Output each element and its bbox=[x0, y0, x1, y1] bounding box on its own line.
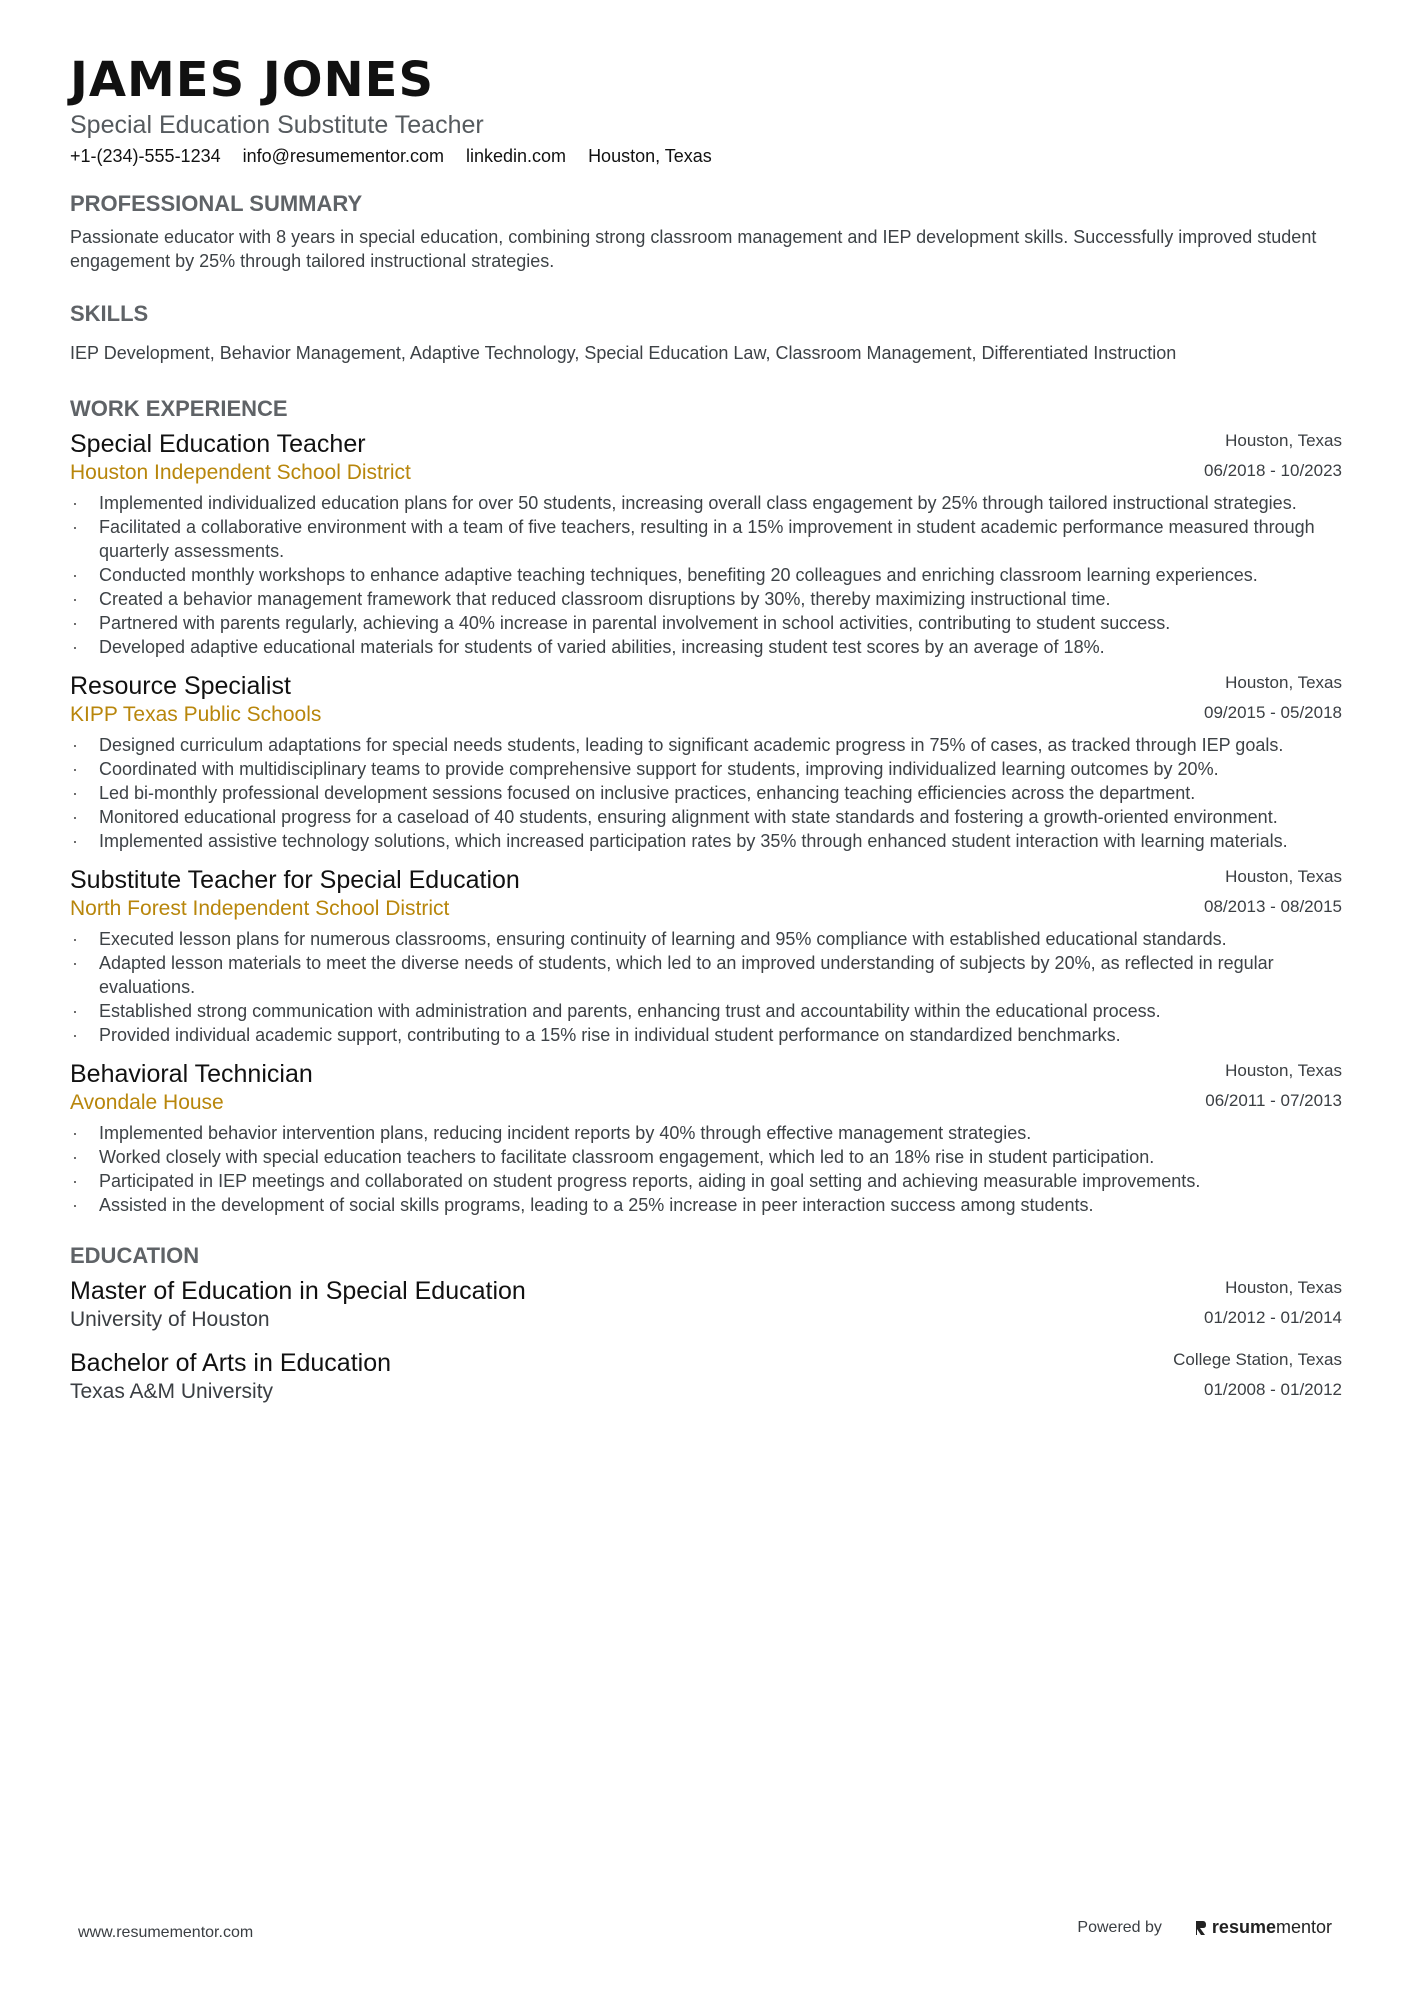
job-bullet: · Participated in IEP meetings and collaborated on student progress reports, aiding in goal setting and achieving measurable improvements. bbox=[70, 1169, 1342, 1193]
job-location: Houston, Texas bbox=[1225, 431, 1342, 450]
job-organization: Avondale House bbox=[70, 1091, 224, 1114]
contact-line bbox=[70, 144, 1342, 168]
job-title: Substitute Teacher for Special Education bbox=[70, 866, 520, 894]
job-bullet: · Implemented individualized education plans for over 50 students, increasing overall class engagement by 25% through tailored instructional strategies. bbox=[70, 491, 1342, 515]
skills-heading: SKILLS bbox=[70, 301, 149, 326]
job-entry bbox=[70, 429, 1342, 659]
job-dates: 06/2018 - 10/2023 bbox=[1203, 461, 1342, 480]
job-bullet: · Executed lesson plans for numerous classrooms, ensuring continuity of learning and 95% compliance with established educational standards. bbox=[70, 927, 1342, 951]
education-location: Houston, Texas bbox=[1225, 1278, 1342, 1297]
experience-section bbox=[70, 395, 1342, 1217]
education-dates: 01/2012 - 01/2014 bbox=[1203, 1308, 1342, 1327]
job-bullet: · Implemented assistive technology solutions, which increased participation rates by 35% through enhanced student interaction with learning materials. bbox=[70, 829, 1342, 853]
job-bullet: · Provided individual academic support, contributing to a 15% rise in individual student performance on standardized benchmarks. bbox=[70, 1023, 1342, 1047]
job-bullet: · Developed adaptive educational materials for students of varied abilities, increasing student test scores by an average of 18%. bbox=[70, 635, 1342, 659]
contact-linkedin[interactable]: linkedin.com bbox=[466, 146, 567, 166]
job-location: Houston, Texas bbox=[1225, 1061, 1342, 1080]
skills-text: IEP Development, Behavior Management, Adaptive Technology, Special Education Law, Classroom Management, Differentiated Instruction bbox=[70, 343, 1177, 363]
job-bullet: · Created a behavior management framework that reduced classroom disruptions by 30%, thereby maximizing instructional time. bbox=[70, 587, 1342, 611]
job-bullet: · Partnered with parents regularly, achieving a 40% increase in parental involvement in school activities, contributing to student success. bbox=[70, 611, 1342, 635]
footer-website[interactable]: www.resumementor.com bbox=[78, 1924, 254, 1941]
job-bullet: · Conducted monthly workshops to enhance adaptive teaching techniques, benefiting 20 colleagues and enriching classroom learning experiences. bbox=[70, 563, 1342, 587]
job-bullets bbox=[70, 491, 1342, 659]
education-degree: Bachelor of Arts in Education bbox=[70, 1349, 392, 1377]
candidate-title: Special Education Substitute Teacher bbox=[70, 111, 484, 139]
job-entry bbox=[70, 1059, 1342, 1217]
job-bullet: · Assisted in the development of social skills programs, leading to a 25% increase in peer interaction success among students. bbox=[70, 1193, 1342, 1217]
education-section bbox=[70, 1242, 1342, 1406]
job-title: Resource Specialist bbox=[70, 672, 291, 700]
job-bullets bbox=[70, 927, 1342, 1047]
experience-heading: WORK EXPERIENCE bbox=[70, 396, 288, 421]
brand-bold: resume bbox=[1211, 1917, 1276, 1937]
job-bullet: · Established strong communication with administration and parents, enhancing trust and accountability within the educational process. bbox=[70, 999, 1342, 1023]
summary-section bbox=[70, 190, 1342, 273]
job-organization: KIPP Texas Public Schools bbox=[70, 703, 322, 726]
job-title: Special Education Teacher bbox=[70, 430, 366, 458]
job-bullets bbox=[70, 1121, 1342, 1217]
resume-page bbox=[70, 52, 1342, 1406]
job-bullet: · Worked closely with special education teachers to facilitate classroom engagement, which led to an 18% rise in student participation. bbox=[70, 1145, 1342, 1169]
education-school: University of Houston bbox=[70, 1308, 270, 1331]
job-bullet: · Designed curriculum adaptations for special needs students, leading to significant academic progress in 75% of cases, as tracked through IEP goals. bbox=[70, 733, 1342, 757]
job-bullet: · Facilitated a collaborative environment with a team of five teachers, resulting in a 15% improvement in student academic performance measured through quarterly assessments. bbox=[70, 515, 1342, 563]
job-dates: 09/2015 - 05/2018 bbox=[1203, 703, 1342, 722]
education-location: College Station, Texas bbox=[1173, 1350, 1342, 1369]
job-bullets bbox=[70, 733, 1342, 853]
contact-phone: +1-(234)-555-1234 bbox=[70, 146, 221, 166]
job-dates: 08/2013 - 08/2015 bbox=[1203, 897, 1342, 916]
job-location: Houston, Texas bbox=[1225, 673, 1342, 692]
education-school: Texas A&M University bbox=[70, 1380, 274, 1403]
job-title: Behavioral Technician bbox=[70, 1060, 313, 1088]
education-degree: Master of Education in Special Education bbox=[70, 1277, 526, 1305]
job-dates: 06/2011 - 07/2013 bbox=[1205, 1091, 1342, 1110]
skills-section bbox=[70, 300, 1342, 365]
brand-rest: mentor bbox=[1275, 1917, 1332, 1937]
job-bullet: · Coordinated with multidisciplinary teams to provide comprehensive support for students, improving individualized learning outcomes by 20%. bbox=[70, 757, 1342, 781]
job-organization: Houston Independent School District bbox=[70, 461, 411, 484]
job-bullet: · Implemented behavior intervention plans, reducing incident reports by 40% through effective management strategies. bbox=[70, 1121, 1342, 1145]
job-entry bbox=[70, 865, 1342, 1047]
resumementor-logo[interactable] bbox=[1194, 1917, 1332, 1938]
summary-heading: PROFESSIONAL SUMMARY bbox=[70, 191, 363, 216]
job-location: Houston, Texas bbox=[1225, 867, 1342, 886]
job-bullet: · Adapted lesson materials to meet the diverse needs of students, which led to an improved understanding of subjects by 20%, as reflected in regular evaluations. bbox=[70, 951, 1342, 999]
education-entry bbox=[70, 1348, 1342, 1406]
job-entry bbox=[70, 671, 1342, 853]
education-entry bbox=[70, 1276, 1342, 1334]
job-bullet: · Monitored educational progress for a caseload of 40 students, ensuring alignment with state standards and fostering a growth-oriented environment. bbox=[70, 805, 1342, 829]
powered-by-label: Powered by bbox=[1077, 1918, 1162, 1936]
contact-location: Houston, Texas bbox=[588, 146, 712, 166]
candidate-name: JAMES JONES bbox=[70, 52, 435, 108]
resumementor-logo-icon bbox=[1194, 1919, 1208, 1937]
footer-powered-by bbox=[1077, 1917, 1332, 1938]
education-dates: 01/2008 - 01/2012 bbox=[1203, 1380, 1342, 1399]
job-bullet: · Led bi-monthly professional development sessions focused on inclusive practices, enhancing teaching efficiencies across the department. bbox=[70, 781, 1342, 805]
education-heading: EDUCATION bbox=[70, 1243, 200, 1268]
contact-email[interactable]: info@resumementor.com bbox=[242, 146, 444, 166]
summary-text: Passionate educator with 8 years in special education, combining strong classroom management and IEP development skills. Successfully improved student engagement by 25% through tailored instructional strategies. bbox=[70, 227, 1317, 271]
job-organization: North Forest Independent School District bbox=[70, 897, 450, 920]
